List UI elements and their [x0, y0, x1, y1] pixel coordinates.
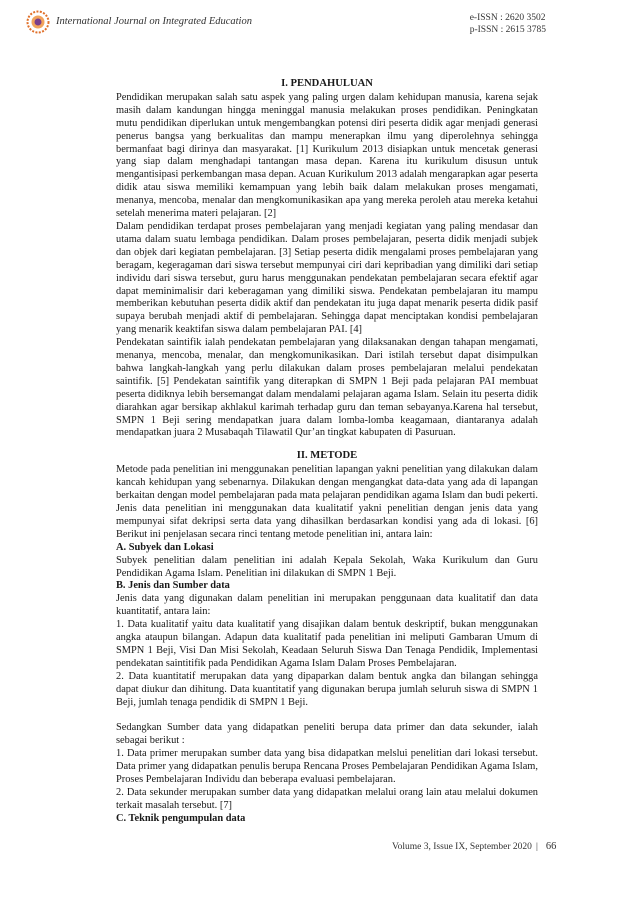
data-types-paragraph-2: 1. Data kualitatif yaitu data kualitatif yang disajikan dalam bentuk deskriptif, bukan menggunakan angka ataupun bilangan. Adapun data kualitatif pada penelitian ini meliputi Gambaran Umum di SMPN 1 Beji, Visi Dan Misi Sekolah, Keadaan Seluruh Siswa Dan Tenaga Pendidik, Implementasi pendekatan saintitifik pada Pendidikan Agama Islam Dalam Proses Pembelajaran. [116, 619, 538, 669]
data-source-paragraph-3: 2. Data sekunder merupakan sumber data yang didapatkan melalui orang lain atau melalui dokumen terkait masalah tersebut. [7] [116, 786, 538, 811]
intro-paragraph-2: Dalam pendidikan terdapat proses pembelajaran yang menjadi kegiatan yang paling mendasar dan utama dalam suatu lembaga pendidikan. Dalam proses pembelajaran, peserta didik menjadi subjek dan objek dari kegiatan pembelajaran. [3] Setiap peserta didik mengalami proses pembelajaran yang beragam, kegeragaman dari siswa tersebut mempunyai ciri dari kepribadian yang dimiliki dari setiap individu dari siswa tersebut, guru harus menggunakan pendekatan pembelajaran secara efektif agar dapat meminimalisir dari keberagaman yang dimiliki siswa. Pendekatan pembelajaran itu mampu memberikan kebutuhan peserta didik aktif dan pendekatan itu juga dapat menarik peserta didik pasif supaya berubah menjadi aktif di pembelajaran. Sehingga dapat menciptakan kondisi pembelajaran yang menarik keaktifan siswa dalam pembelajaran PAI. [4] [116, 220, 538, 336]
intro-paragraph-1: Pendidikan merupakan salah satu aspek yang paling urgen dalam kehidupan manusia, karena sejak masih dalam kandungan hingga meninggal manusia melakukan proses pendidikan. Peningkatan mutu pendidikan diperlukan untuk mengembangkan potensi diri peserta didik agar menjadi generasi penerus bangsa yang berkualitas dan mampu menerapkan ilmu yang diperolehnya sehingga bermanfaat bagi dirinya dan masyarakat. [1] Kurikulum 2013 disiapkan untuk mencetak generasi yang siap dalam menghadapi tantangan masa depan. Karena itu kurikulum disusun untuk mengantisipasi perkembangan masa depan. Acuan Kurikulum 2013 adalah mengarapkan agar peserta didik atau siswa memiliki kemampuan yang lebih baik dalam melakukan proses mengamati, menanya, mencoba, menalar dan mengkomunikasikan apa yang mereka peroleh atau mereka ketahui setelah menerima materi pelajaran. [2] [116, 91, 538, 220]
intro-paragraph-3: Pendekatan saintifik ialah pendekatan pembelajaran yang dilaksanakan dengan tahapan mengamati, menanya, mencoba, menalar, dan mengkomunikasikan. Dari istilah tersebut dapat disimpulkan bahwa langkah-langkah yang perlu dilakukan dalam proses pembelajaran melalui pendekatan saintifik. [5] Pendekatan saintifik yang diterapkan di SMPN 1 Beji pada pelajaran PAI membuat peserta didiknya lebih bersemangat dalam mendalami pelajaran agama Islam. Selain itu peserta didik diarahkan agar bersikap akhlakul karimah terhadap guru dan teman sebayanya.Karena hal tersebut, SMPN 1 Beji sering mendapatkan juara dalam lomba-lomba keagamaan, diantaranya adalah mendapatkan juara 2 Musabaqah Tilawatil Qur’an tingkat kabupaten di Pasuruan. [116, 337, 538, 439]
subject-location-paragraph: Subyek penelitian dalam penelitian ini adalah Kepala Sekolah, Waka Kurikulum dan Guru Pendidikan Agama Islam. Penelitian ini dilakukan di SMPN 1 Beji. [116, 554, 538, 579]
page-number: 66 [545, 841, 557, 852]
page-footer [392, 841, 556, 852]
section-heading-introduction: I. PENDAHULUAN [281, 78, 373, 89]
volume-info: Volume 3, Issue IX, September 2020 [392, 842, 532, 852]
section-heading-method: II. METODE [296, 450, 358, 462]
data-types-paragraph-3: 2. Data kuantitatif merupakan data yang dipaparkan dalam bentuk angka dan bilangan sehingga dapat diukur dan dihitung. Data kuantitatif yang digunakan berupa jumlah seluruh siswa di SMPN 1 Beji, jumlah tenaga pendidik di SMPN 1 Beji. [116, 670, 538, 708]
data-source-paragraph-1: Sedangkan Sumber data yang didapatkan peneliti berupa data primer dan data sekunder, ialah sebagai berikut : [116, 722, 538, 747]
method-intro-paragraph: Metode pada penelitian ini menggunakan penelitian lapangan yakni penelitian yang dilakukan dalam kancah kehidupan yang sebenarnya. Dilakukan dengan mengangkat data-data yang ada di lapangan berkaitan dengan model pembelajaran pada mata pelajaran pendidikan agama Islam dan budi pekerti. Jenis data penelitian ini menggunakan data kualitatif yakni penelitian dengan jenis data yang mempunyai sifat dekripsi serta data yang dihasilkan berdasarkan kondisi yang ada di lokasi. [6] Berikut ini penjelasan secara rinci tentang metode penelitian ini, antara lain: [116, 464, 538, 540]
paragraph-spacer [116, 710, 538, 723]
footer-separator: | [535, 842, 538, 852]
data-types-paragraph-1: Jenis data yang digunakan dalam penelitian ini merupakan penggunaan data kualitatif dan data kuantitatif, antara lain: [116, 593, 538, 618]
eissn: e-ISSN : 2620 3502 [469, 13, 546, 23]
pissn: p-ISSN : 2615 3785 [469, 25, 546, 35]
journal-logo-icon [26, 10, 50, 34]
subheading-data-types: B. Jenis dan Sumber data [116, 580, 230, 592]
journal-name: International Journal on Integrated Education [56, 16, 252, 27]
subheading-data-collection: C. Teknik pengumpulan data [116, 812, 246, 824]
issn-block [470, 12, 546, 36]
data-source-paragraph-2: 1. Data primer merupakan sumber data yang bisa didapatkan melslui penelitian dari lokasi tersebut. Data primer yang didapatkan penulis berupa Rencana Proses Pembelajaran Pendidikan Agama Islam, Proses Pembelajaran Individu dan beberapa evaluasi pembelajaran. [116, 748, 538, 786]
subheading-subject-location: A. Subyek dan Lokasi [116, 541, 214, 553]
article-body [116, 78, 538, 826]
